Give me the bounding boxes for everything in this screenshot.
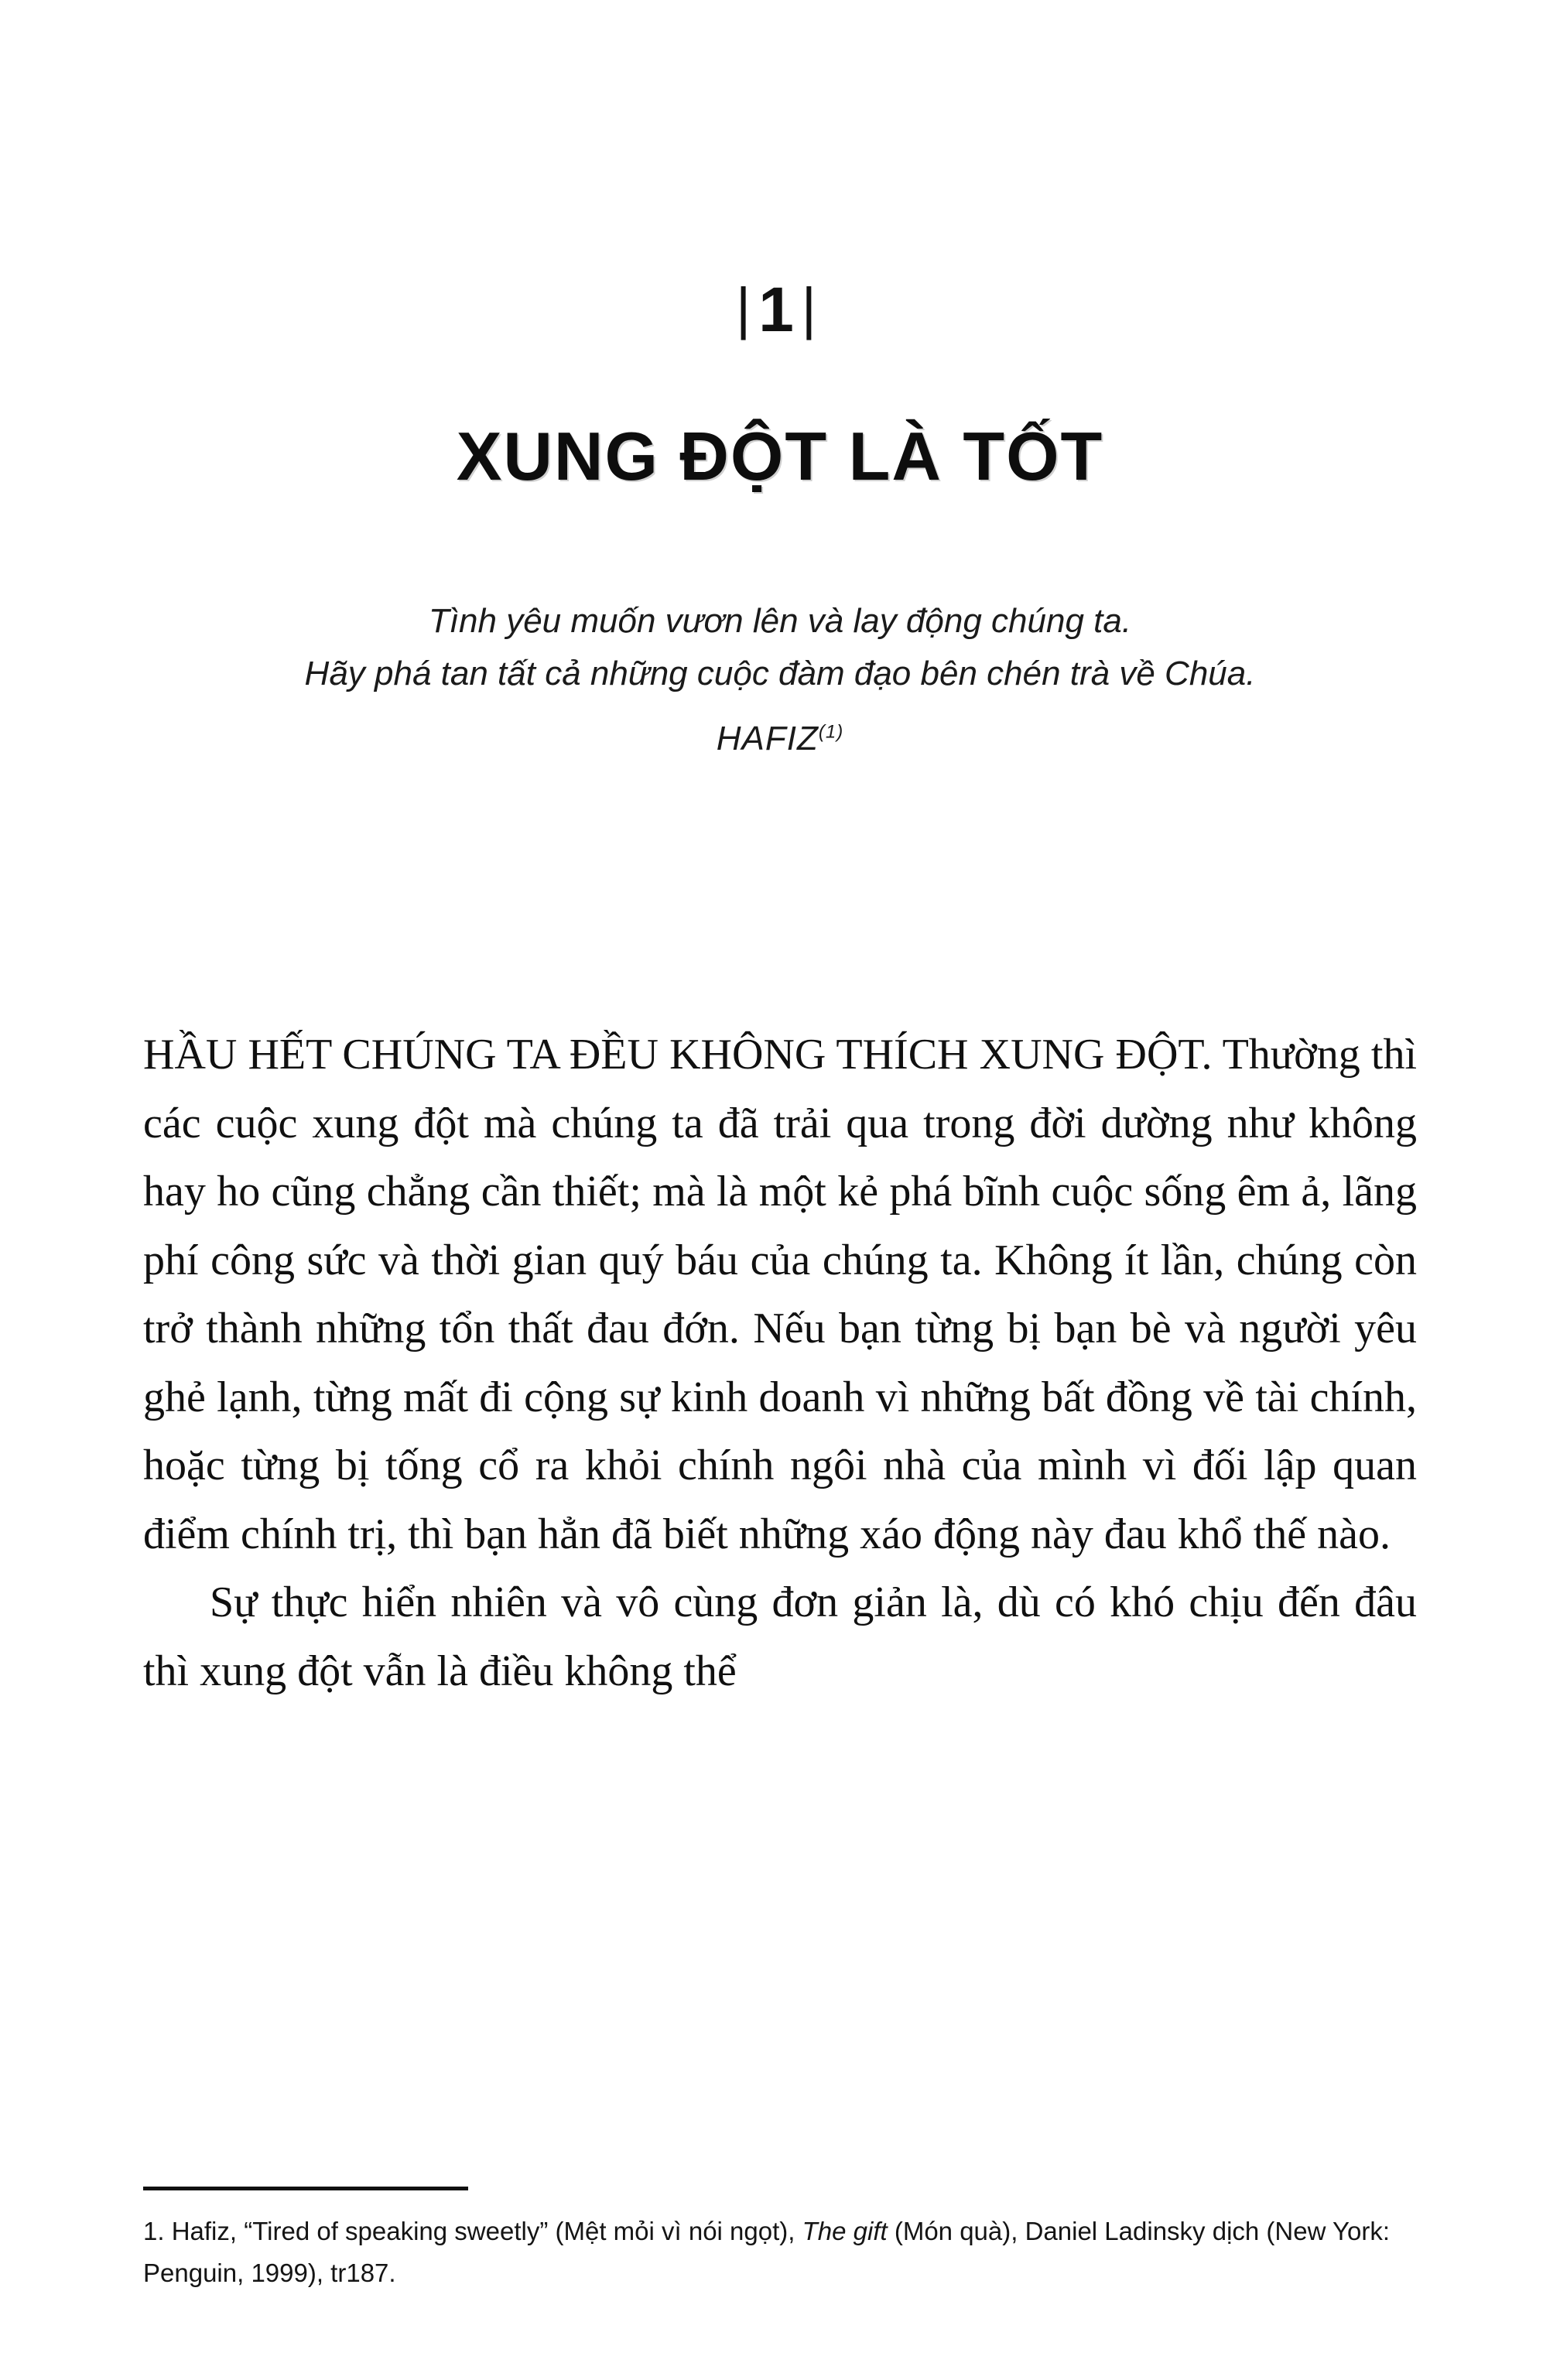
epigraph-line-2: Hãy phá tan tất cả những cuộc đàm đạo bên chén trà về Chúa. bbox=[304, 654, 1256, 692]
chapter-number-right-bar: | bbox=[801, 276, 825, 340]
epigraph bbox=[143, 595, 1417, 766]
footnote-rule bbox=[143, 2187, 468, 2190]
footnote-title-italic: The gift bbox=[802, 2217, 888, 2246]
epigraph-footnote-marker: (1) bbox=[818, 721, 844, 743]
footnote-marker: 1. bbox=[143, 2217, 165, 2246]
paragraph-1 bbox=[143, 1021, 1417, 1568]
chapter-title: XUNG ĐỘT LÀ TỐT bbox=[456, 418, 1104, 494]
chapter-number bbox=[143, 275, 1417, 345]
chapter-number-value: 1 bbox=[758, 275, 802, 345]
footnote-text-part-2: (Món quà), Daniel Ladinsky dịch (New York: Penguin, 1999), tr187. bbox=[143, 2217, 1390, 2287]
footnote-text-part-1: Hafiz, “Tired of speaking sweetly” (Mệt mỏi vì nói ngọt), bbox=[164, 2217, 802, 2246]
epigraph-attribution-name: HAFIZ bbox=[716, 720, 819, 758]
footnote bbox=[143, 2187, 1417, 2293]
paragraph-2: Sự thực hiển nhiên và vô cùng đơn giản là, dù có khó chịu đến đâu thì xung đột vẫn là điều không thể bbox=[143, 1578, 1417, 1695]
footnote-text bbox=[143, 2211, 1417, 2293]
paragraph-1-rest: Thường thì các cuộc xung đột mà chúng ta đã trải qua trong đời dường như không hay ho cũng chẳng cần thiết; mà là một kẻ phá bĩnh cuộc sống êm ả, lãng phí công sức và thời gian quý báu của chúng ta. Không ít lần, chúng còn trở thành những tổn thất đau đớn. Nếu bạn từng bị bạn bè và người yêu ghẻ lạnh, từng mất đi cộng sự kinh doanh vì những bất đồng về tài chính, hoặc từng bị tống cổ ra khỏi chính ngôi nhà của mình vì đối lập quan điểm chính trị, thì bạn hẳn đã biết những xáo động này đau khổ thế nào. bbox=[143, 1031, 1418, 1558]
paragraph-1-lead: HẦU HẾT CHÚNG TA ĐỀU KHÔNG THÍCH XUNG ĐỘT. bbox=[143, 1031, 1213, 1079]
epigraph-line-1: Tình yêu muốn vươn lên và lay động chúng ta. bbox=[428, 601, 1132, 640]
chapter-number-left-bar: | bbox=[735, 276, 759, 340]
epigraph-attribution bbox=[143, 713, 1417, 765]
body-copy bbox=[143, 1021, 1417, 1705]
